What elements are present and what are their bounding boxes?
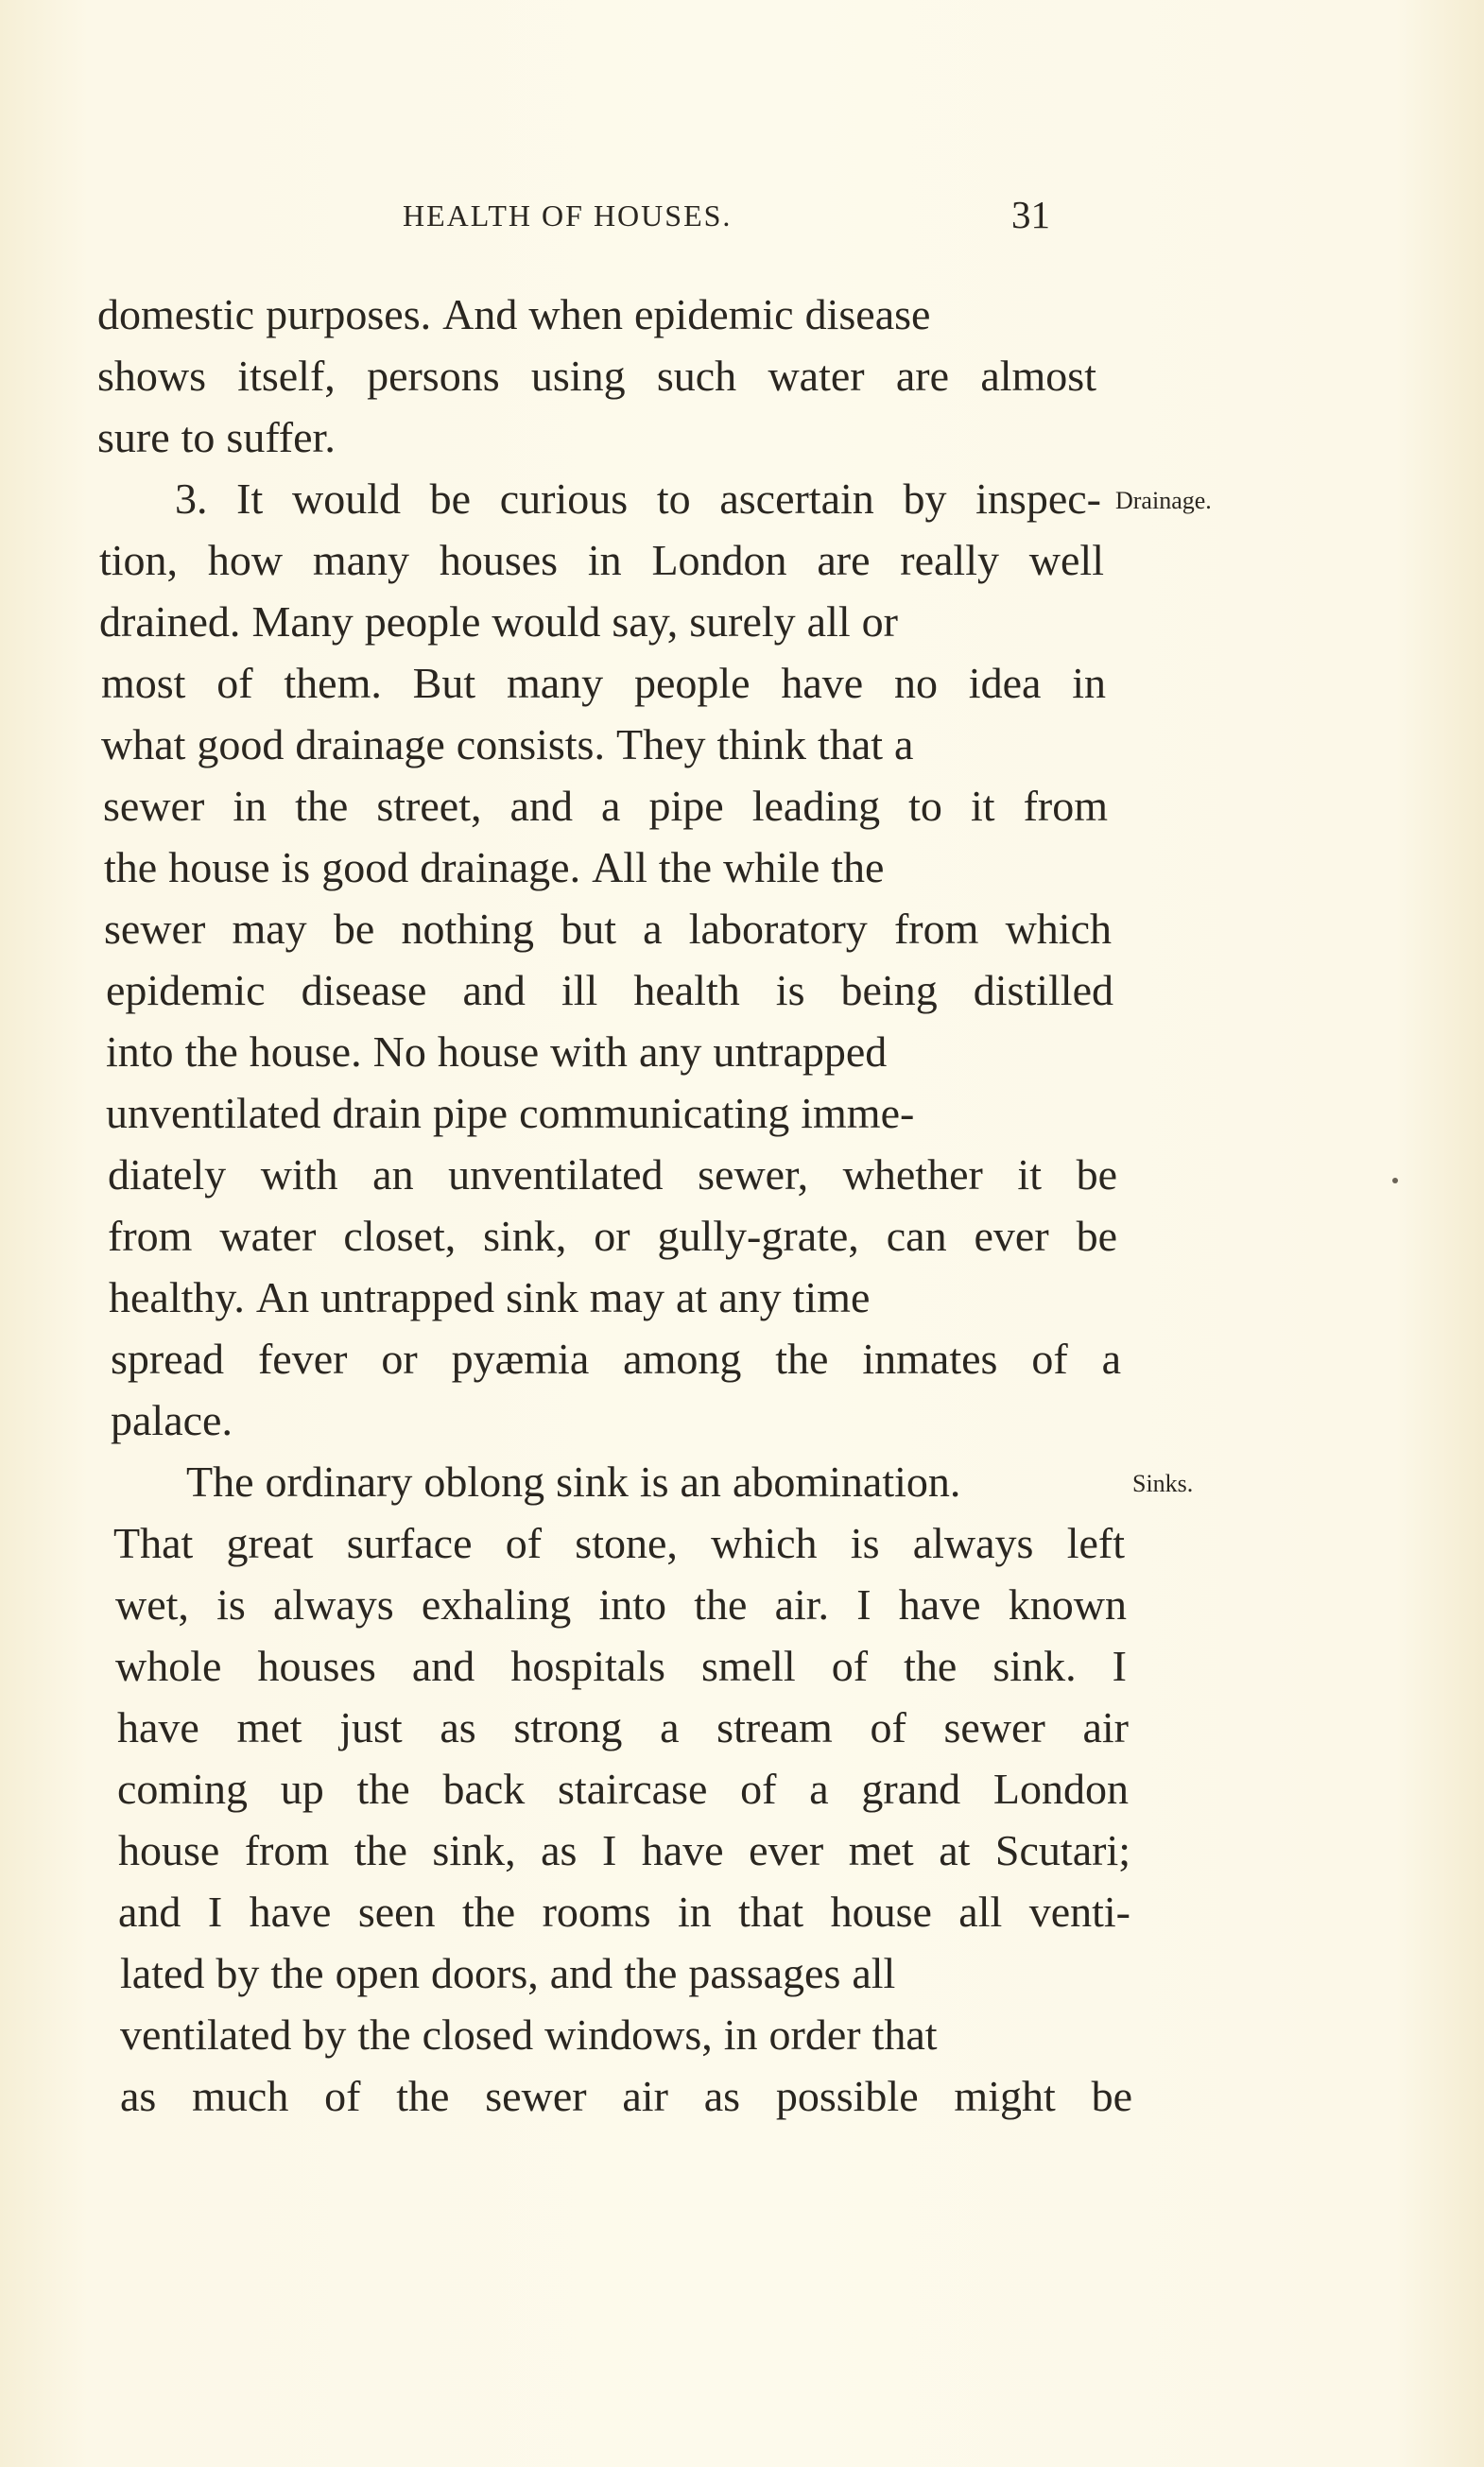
word: The [186, 1458, 254, 1506]
word: but [561, 905, 616, 953]
word: whole [115, 1642, 222, 1690]
word: or [381, 1335, 418, 1383]
word: ordinary [265, 1458, 413, 1506]
word: pyæmia [451, 1335, 590, 1383]
word: have [898, 1580, 981, 1629]
word: which [1005, 905, 1112, 953]
word: London [992, 1765, 1129, 1813]
word: or [861, 597, 898, 646]
word: palace. [111, 1396, 233, 1444]
word: drain [332, 1089, 422, 1137]
word: open [335, 1949, 421, 1997]
word: the [396, 2072, 450, 2120]
word: of [870, 1703, 906, 1751]
word: air [622, 2072, 668, 2120]
word: have [641, 1826, 724, 1874]
word: met [236, 1703, 302, 1751]
word: and [411, 1642, 475, 1690]
word: of [505, 1519, 543, 1567]
word: into [106, 1027, 174, 1076]
word: great [226, 1519, 314, 1567]
word: up [280, 1765, 324, 1813]
word: air [1082, 1703, 1129, 1751]
paper-speck [1392, 1178, 1398, 1183]
word: much [192, 2072, 289, 2120]
word: and [462, 966, 526, 1014]
word: sink [506, 1273, 578, 1321]
word: epidemic [634, 290, 794, 338]
word: closed [422, 2010, 534, 2059]
word: sewer, [698, 1150, 809, 1199]
word: have [117, 1703, 199, 1751]
word: is [216, 1580, 246, 1629]
word: with [260, 1150, 338, 1199]
word: many [312, 536, 410, 584]
word: in [587, 536, 622, 584]
word: staircase [558, 1765, 708, 1813]
word: purposes. [266, 290, 432, 338]
word: and [549, 1949, 613, 1997]
word: drained. [99, 597, 241, 646]
word: the [354, 1826, 407, 1874]
word: smell [700, 1642, 796, 1690]
word: ever [974, 1212, 1049, 1260]
word: of [1031, 1335, 1068, 1383]
word: as [541, 1826, 578, 1874]
word: possible [775, 2072, 919, 2120]
word: all [806, 597, 851, 646]
word: be [1076, 1150, 1117, 1199]
word: the [295, 782, 349, 830]
word: that [738, 1888, 804, 1936]
word: idea [968, 659, 1042, 707]
word: diately [108, 1150, 227, 1199]
word: among [623, 1335, 742, 1383]
word: house. [249, 1027, 362, 1076]
word: a [894, 720, 914, 768]
word: That [113, 1519, 194, 1567]
word: would [291, 474, 401, 523]
word: communicating [519, 1089, 790, 1137]
running-head: HEALTH OF HOUSES. [403, 198, 733, 233]
word: it [1017, 1150, 1042, 1199]
word: coming [117, 1765, 248, 1813]
word: order [768, 2010, 861, 2059]
word: No [372, 1027, 426, 1076]
word: house [437, 1027, 540, 1076]
word: tion, [99, 536, 179, 584]
margin-note-sinks: Sinks. [1132, 1470, 1194, 1497]
word: which [711, 1519, 818, 1567]
word: be [1076, 1212, 1117, 1260]
word: by [302, 2010, 347, 2059]
word: how [207, 536, 284, 584]
word: inspec- [975, 474, 1101, 523]
word: a [809, 1765, 829, 1813]
word: any [718, 1273, 782, 1321]
word: what [101, 720, 186, 768]
word: sink, [483, 1212, 567, 1260]
word: may [232, 905, 307, 953]
word: healthy. [109, 1273, 245, 1321]
word: and [118, 1888, 181, 1936]
word: while [723, 843, 820, 891]
word: of [216, 659, 253, 707]
word: many [506, 659, 604, 707]
word: all [958, 1888, 1003, 1936]
word: as [703, 2072, 741, 2120]
word: using [530, 352, 626, 400]
word: abomination. [732, 1458, 961, 1506]
word: by [216, 1949, 260, 1997]
word: untrapped [713, 1027, 888, 1076]
word: sure [97, 413, 170, 461]
word: just [339, 1703, 403, 1751]
word: pipe [648, 782, 724, 830]
word: that [818, 720, 884, 768]
word: distilled [973, 966, 1113, 1014]
word: doors, [431, 1949, 539, 1997]
word: water [219, 1212, 317, 1260]
word: ventilated [120, 2010, 292, 2059]
word: leading [751, 782, 881, 830]
word: good [197, 720, 285, 768]
word: fever [257, 1335, 348, 1383]
word: a [1101, 1335, 1121, 1383]
word: I [601, 1826, 617, 1874]
word: persons [367, 352, 500, 400]
word: laboratory [688, 905, 868, 953]
word: street, [376, 782, 482, 830]
word: untrapped [320, 1273, 495, 1321]
word: nothing [401, 905, 534, 953]
word: an [680, 1458, 721, 1506]
word: be [429, 474, 472, 523]
word: the [184, 1027, 238, 1076]
word: may [589, 1273, 664, 1321]
word: houses [439, 536, 559, 584]
word: are [817, 536, 871, 584]
word: from [244, 1826, 330, 1874]
word: Many [251, 597, 354, 646]
word: in [677, 1888, 712, 1936]
word: in [1072, 659, 1106, 707]
word: be [333, 905, 375, 953]
word: back [442, 1765, 526, 1813]
word: of [740, 1765, 777, 1813]
word: known [1008, 1580, 1127, 1629]
word: the [775, 1335, 829, 1383]
word: stone, [575, 1519, 678, 1567]
word: the [356, 1765, 410, 1813]
word: say, [612, 597, 679, 646]
word: as [120, 2072, 157, 2120]
word: it [970, 782, 995, 830]
word: drainage [295, 720, 445, 768]
word: or [594, 1212, 630, 1260]
word: a [643, 905, 663, 953]
word: the [658, 843, 713, 891]
word: ascertain [719, 474, 874, 523]
word: being [840, 966, 938, 1014]
word: the [904, 1642, 958, 1690]
word: curious [499, 474, 629, 523]
word: I [856, 1580, 871, 1629]
word: is [850, 1519, 880, 1567]
word: house [830, 1888, 932, 1936]
word: would [492, 597, 601, 646]
word: by [903, 474, 947, 523]
word: left [1066, 1519, 1125, 1567]
word: time [792, 1273, 871, 1321]
word: strong [513, 1703, 623, 1751]
word: surface [346, 1519, 473, 1567]
word: rooms [542, 1888, 651, 1936]
word: passages [688, 1949, 841, 1997]
word: 3. [175, 474, 208, 523]
word: think [716, 720, 807, 768]
word: people [633, 659, 751, 707]
word: from [108, 1212, 193, 1260]
word: sewer [103, 782, 205, 830]
word: hospitals [510, 1642, 665, 1690]
word: inmates [862, 1335, 998, 1383]
word: into [598, 1580, 667, 1629]
word: unventilated [106, 1089, 321, 1137]
word: whether [842, 1150, 983, 1199]
word: a [660, 1703, 680, 1751]
word: that [871, 2010, 938, 2059]
word: really [900, 536, 999, 584]
word: sink. [992, 1642, 1077, 1690]
word: spread [111, 1335, 225, 1383]
word: windows, [544, 2010, 713, 2059]
word: sink, [432, 1826, 516, 1874]
word: London [651, 536, 787, 584]
word: most [101, 659, 186, 707]
word: itself, [237, 352, 336, 400]
margin-note-drainage: Drainage. [1115, 487, 1212, 514]
word: have [781, 659, 864, 707]
word: unventilated [448, 1150, 664, 1199]
word: are [895, 352, 950, 400]
word: shows [97, 352, 207, 400]
word: be [1091, 2072, 1132, 2120]
word: of [324, 2072, 361, 2120]
word: the [694, 1580, 748, 1629]
word: is [775, 966, 805, 1014]
word: from [893, 905, 979, 953]
word: the [624, 1949, 678, 1997]
word: domestic [97, 290, 255, 338]
word: closet, [343, 1212, 457, 1260]
word: the [104, 843, 158, 891]
word: house [118, 1826, 220, 1874]
word: surely [689, 597, 796, 646]
word: can [886, 1212, 947, 1260]
word: wet, [115, 1580, 189, 1629]
word: is [639, 1458, 669, 1506]
word: sewer [104, 905, 206, 953]
word: disease [301, 966, 427, 1014]
word: almost [980, 352, 1096, 400]
word: water [768, 352, 865, 400]
word: stream [716, 1703, 833, 1751]
word: And [442, 290, 518, 338]
word: might [954, 2072, 1056, 2120]
word: pipe [432, 1089, 509, 1137]
word: to [181, 413, 216, 461]
word: I [1112, 1642, 1127, 1690]
word: as [440, 1703, 476, 1751]
word: All [592, 843, 647, 891]
word: air. [774, 1580, 830, 1629]
word: sewer [943, 1703, 1045, 1751]
word: ill [561, 966, 598, 1014]
word: exhaling [421, 1580, 572, 1629]
word: to [656, 474, 691, 523]
word: always [912, 1519, 1034, 1567]
word: the [357, 2010, 411, 2059]
word: with [550, 1027, 628, 1076]
word: drainage. [420, 843, 581, 891]
word: when [528, 290, 623, 338]
word: imme- [801, 1089, 915, 1137]
word: in [233, 782, 267, 830]
word: no [894, 659, 938, 707]
page-number: 31 [1011, 193, 1050, 236]
word: in [723, 2010, 758, 2059]
word: well [1028, 536, 1104, 584]
word: I [207, 1888, 223, 1936]
word: is [281, 843, 311, 891]
word: Scutari; [994, 1826, 1130, 1874]
word: such [656, 352, 737, 400]
word: of [831, 1642, 869, 1690]
word: a [601, 782, 621, 830]
word: the [461, 1888, 516, 1936]
word: an [372, 1150, 414, 1199]
word: good [321, 843, 409, 891]
word: any [638, 1027, 702, 1076]
word: at [939, 1826, 971, 1874]
word: epidemic [106, 966, 266, 1014]
word: disease [804, 290, 931, 338]
word: lated [120, 1949, 205, 1997]
word: An [255, 1273, 310, 1321]
word: met [848, 1826, 914, 1874]
word: at [675, 1273, 708, 1321]
word: They [615, 720, 706, 768]
word: ever [749, 1826, 824, 1874]
word: sewer [485, 2072, 587, 2120]
word: house [168, 843, 270, 891]
word: and [509, 782, 573, 830]
word: to [908, 782, 942, 830]
word: from [1023, 782, 1108, 830]
word: the [831, 843, 885, 891]
word: consists. [456, 720, 605, 768]
word: houses [257, 1642, 376, 1690]
word: sink [556, 1458, 629, 1506]
word: people [364, 597, 481, 646]
word: It [236, 474, 264, 523]
word: gully-grate, [657, 1212, 859, 1260]
word: the [270, 1949, 324, 1997]
word: always [272, 1580, 394, 1629]
word: them. [284, 659, 382, 707]
word: venti- [1028, 1888, 1130, 1936]
word: health [633, 966, 740, 1014]
word: seen [357, 1888, 436, 1936]
word: have [249, 1888, 332, 1936]
word: grand [861, 1765, 961, 1813]
word: suffer. [226, 413, 336, 461]
word: But [412, 659, 476, 707]
word: oblong [423, 1458, 545, 1506]
word: all [852, 1949, 896, 1997]
